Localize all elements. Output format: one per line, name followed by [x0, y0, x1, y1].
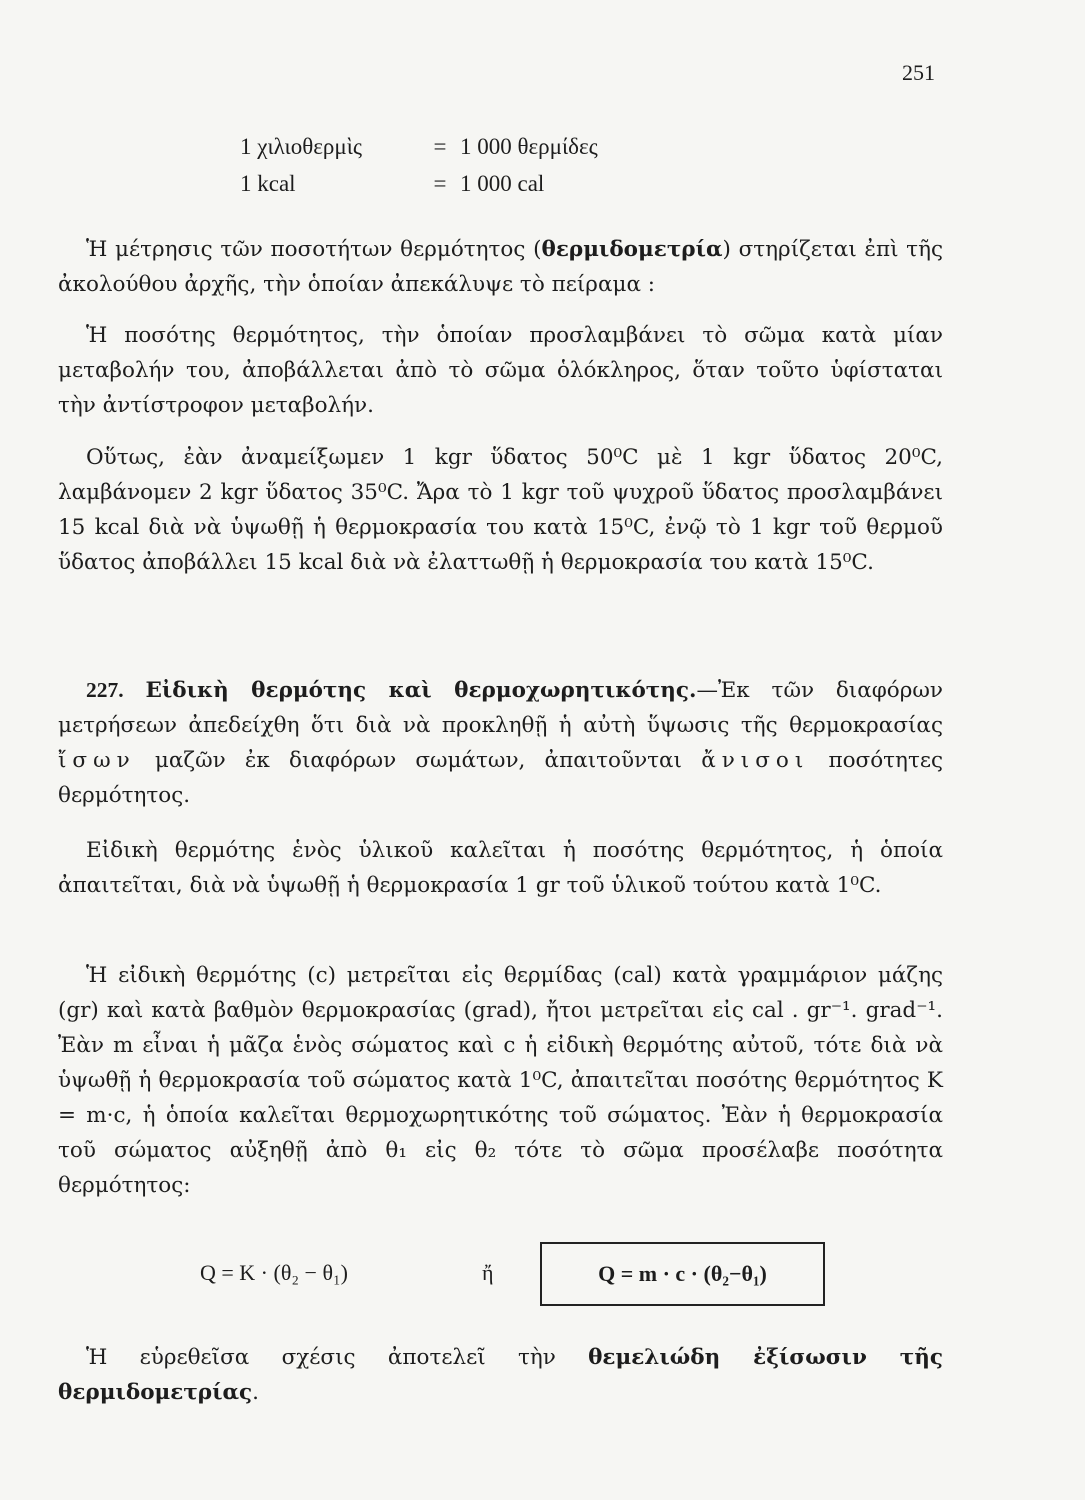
paragraph-text: Οὕτως, ἐὰν ἀναμείξωμεν 1 kgr ὕδατος 50⁰C μὲ 1 kgr ὕδατος 20⁰C, λαμβάνομεν 2 kgr ὕδατος 35⁰C. Ἄρα τὸ 1 kgr τοῦ ψυχροῦ ὕδατος προσλαμβάνει 15 kcal διὰ νὰ ὑψωθῇ ἡ θερμοκρασία του κατὰ 15⁰C, ἐνῷ τὸ 1 kgr τοῦ θερμοῦ ὕδατος ἀποβάλλει 15 kcal διὰ νὰ ἐλαττωθῇ ἡ θερμοκρασία του κατὰ 15⁰C. — [58, 445, 943, 575]
term-fundamental-equation: θεμελιώδη ἐξίσωσιν τῆς θερμιδομετρίας — [58, 1345, 943, 1405]
paragraph-calorimetry-principle — [58, 232, 943, 302]
unit-row — [240, 128, 598, 165]
paragraph-text — [58, 673, 943, 813]
unit-equivalences — [240, 128, 598, 202]
paragraph-specific-heat-definition — [58, 833, 943, 903]
text-segment: μαζῶν ἐκ διαφόρων σωμάτων, ἀπαιτοῦνται — [154, 748, 682, 773]
unit-right: 1 000 cal — [460, 171, 545, 196]
equals-sign: = — [433, 134, 447, 159]
spaced-word: ἄνισοι — [701, 748, 810, 773]
text-segment: ποσότητες θερμότητος. — [58, 748, 944, 808]
paragraph-text: Ἡ ποσότης θερμότητος, τὴν ὁποίαν προσλαμβάνει τὸ σῶμα κατὰ μίαν μεταβολήν του, ἀποβάλλεται ἀπὸ τὸ σῶμα ὁλόκληρος, ὅταν τοῦτο ὑφίσταται τὴν ἀντίστροφον μεταβολήν. — [58, 323, 943, 418]
unit-left: 1 kcal — [240, 171, 296, 196]
paragraph-text — [58, 232, 943, 302]
paragraph-principle-statement — [58, 318, 943, 423]
paragraph-text: Ἡ εἰδικὴ θερμότης (c) μετρεῖται εἰς θερμίδας (cal) κατὰ γραμμάριον μάζης (gr) καὶ κατὰ βαθμὸν θερμοκρασίας (grad), ἤτοι μετρεῖται εἰς cal . gr⁻¹. grad⁻¹. Ἐὰν m εἶναι ἡ μᾶζα ἑνὸς σώματος καὶ c ἡ εἰδικὴ θερμότης αὐτοῦ, τότε διὰ νὰ ὑψωθῇ ἡ θερμοκρασία τοῦ σώματος κατὰ 1⁰C, ἀπαιτεῖται ποσότης θερμότητος K = m·c, ἡ ὁποία καλεῖται θερμοχωρητικότης τοῦ σώματος. Ἐὰν ἡ θερμοκρασία τοῦ σώματος αὐξηθῇ ἀπὸ θ₁ εἰς θ₂ τότε τὸ σῶμα προσέλαβε ποσότητα θερμότητος: — [58, 963, 943, 1198]
paragraph-text — [58, 1340, 943, 1410]
page-number: 251 — [902, 60, 935, 85]
boxed-formula — [540, 1242, 825, 1306]
spaced-word: ἴσων — [58, 748, 136, 773]
text-segment: Ἡ εὑρεθεῖσα σχέσις ἀποτελεῖ τὴν — [86, 1345, 589, 1370]
text-segment: —Ἐκ τῶν διαφόρων μετρήσεων ἀπεδείχθη ὅτι διὰ νὰ προκληθῇ ἡ αὐτὴ ὕψωσις τῆς θερμοκρασίας — [58, 678, 943, 738]
paragraph-conclusion — [58, 1340, 943, 1410]
term-calorimetry: θερμιδομετρία — [541, 237, 723, 262]
text-segment: . — [252, 1380, 259, 1405]
text-segment: ) στηρίζεται ἐπὶ τῆς ἀκολούθου ἀρχῆς, τὴν ὁποίαν ἀπεκάλυψε τὸ πείραμα : — [58, 237, 943, 297]
unit-right: 1 000 θερμίδες — [460, 134, 598, 159]
formula-fundamental: Q = m · c · (θ₂−θ₁) — [598, 1261, 767, 1286]
section-number: 227. — [86, 678, 124, 702]
text-segment: Ἡ μέτρησις τῶν ποσοτήτων θερμότητος ( — [86, 237, 542, 262]
paragraph-specific-heat-units — [58, 958, 943, 1203]
section-title: Εἰδικὴ θερμότης καὶ θερμοχωρητικότης. — [145, 678, 697, 703]
unit-left: 1 χιλιοθερμὶς — [240, 134, 362, 159]
formula-heat-capacity: Q = K · (θ₂ − θ₁) — [200, 1260, 348, 1285]
formula-row — [200, 1242, 900, 1307]
formula-or: ἤ — [482, 1260, 494, 1285]
equals-sign: = — [433, 171, 447, 196]
paragraph-example — [58, 440, 943, 580]
paragraph-text: Εἰδικὴ θερμότης ἑνὸς ὑλικοῦ καλεῖται ἡ ποσότης θερμότητος, ἡ ὁποία ἀπαιτεῖται, διὰ νὰ ὑψωθῇ ἡ θερμοκρασία 1 gr τοῦ ὑλικοῦ τούτου κατὰ 1⁰C. — [58, 838, 943, 898]
unit-row — [240, 165, 598, 202]
section-227 — [58, 673, 943, 813]
